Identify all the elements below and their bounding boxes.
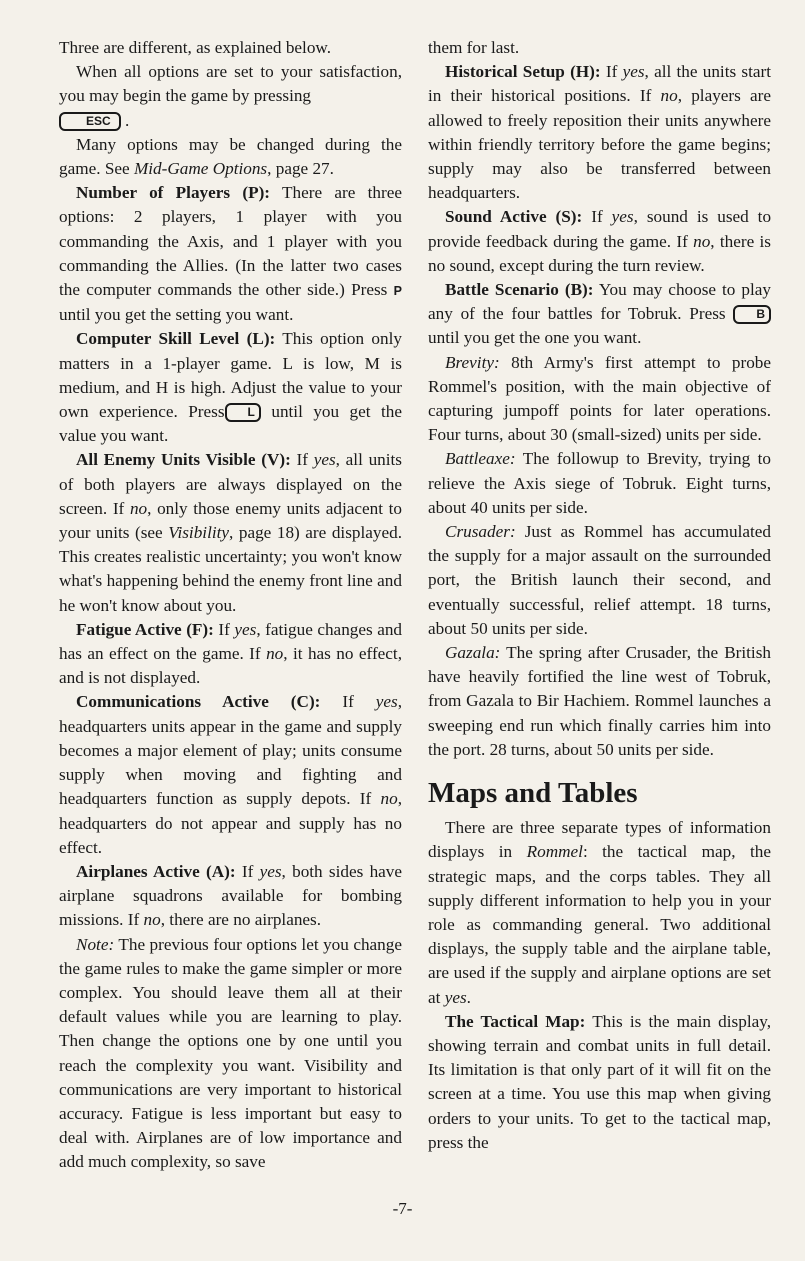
option-text: If <box>342 692 354 712</box>
maps-text: There are three separate types of information displays in <box>428 818 771 862</box>
option-battle-scenario <box>428 278 771 351</box>
note-label: Note: <box>76 934 115 954</box>
option-number-of-players <box>59 181 402 327</box>
option-text: until you get the value you want. <box>59 402 403 446</box>
option-computer-skill <box>59 327 402 448</box>
option-enemy-visible <box>59 448 402 617</box>
option-text: , it has no effect, and is not displayed. <box>59 644 403 688</box>
p-key-icon: P <box>393 284 402 299</box>
paragraph-intro <box>59 36 402 60</box>
option-text: If <box>591 207 603 227</box>
no-text: no <box>129 498 148 518</box>
no-text: no <box>380 789 398 809</box>
option-text: , headquarters units appear in the game and supply becomes a major element of play; units consume supply when moving and fighting and headquarters function as supply depots. If <box>59 692 402 809</box>
option-text: If <box>296 450 308 470</box>
option-airplanes <box>59 860 402 933</box>
left-column <box>59 36 402 1175</box>
option-heading: The Tactical Map: <box>445 1011 586 1031</box>
option-text: , there are no airplanes. <box>160 910 322 930</box>
yes-text: yes <box>622 62 645 82</box>
option-text: , all the units start in their historical positions. If <box>428 62 772 106</box>
visibility-ref: Visibility <box>168 523 230 543</box>
option-historical-setup <box>428 60 771 205</box>
rommel-title: Rommel <box>526 842 583 862</box>
midgame-text: Many options may be changed during the game. See <box>59 134 402 179</box>
scenario-text: 8th Army's first attempt to probe Rommel's position, with the main objective of capturing jumpoff points for later operations. Four turns, about 30 (small-sized) units per side. <box>428 352 772 445</box>
option-fatigue <box>59 618 402 691</box>
option-text: , there is no sound, except during the turn review. <box>428 231 771 275</box>
maps-text: : the tactical map, the strategic maps, and the corps tables. They all supply different information to help you in your role as commanding general. Two additional displays, the supply table and the airplane table, are used if the supply and airplane options are set at <box>428 842 771 1007</box>
midgame-options-ref: Mid-Game Options <box>133 159 268 179</box>
option-heading: Airplanes Active (A): <box>76 861 236 881</box>
paragraph-midgame <box>59 133 402 181</box>
scenario-gazala <box>428 641 771 762</box>
option-text: , all units of both players are always displayed on the screen. If <box>59 450 402 518</box>
scenario-text: Just as Rommel has accumulated the supply for a major assault on the surrounded port, the British launch their second, and eventually successful, relief attempt. 18 turns, about 50 units per side. <box>428 522 771 638</box>
no-text: no <box>693 231 711 251</box>
option-text: , players are allowed to freely reposition their units anywhere within friendly territory before the game begins; supply may also be transferred between headquarters. <box>428 86 771 203</box>
option-heading: Computer Skill Level (L): <box>76 329 276 349</box>
scenario-text: The followup to Brevity, trying to relieve the Axis siege of Tobruk. Eight turns, about 40 units per side. <box>428 449 771 517</box>
option-text: , fatigue changes and has an effect on the game. If <box>59 619 403 664</box>
b-key-icon: B <box>733 305 771 324</box>
section-heading-maps-and-tables: Maps and Tables <box>428 777 638 810</box>
no-text: no <box>660 86 678 106</box>
option-text: There are three options: 2 players, 1 player with you commanding the Axis, and 1 player with you commanding the Allies. (In the latter two cases the computer commands the other side.) Press <box>59 183 402 300</box>
scenario-label: Gazala: <box>445 643 501 663</box>
scenario-battleaxe <box>428 447 771 520</box>
paragraph-maps-intro <box>428 816 771 1010</box>
scenario-label: Battleaxe: <box>445 449 516 469</box>
yes-text: yes <box>375 692 398 712</box>
option-text: until you get the one you want. <box>428 328 642 348</box>
option-text: If <box>605 62 618 82</box>
option-text: If <box>241 861 254 881</box>
option-text: , both sides have airplane squadrons available for bombing missions. If <box>59 861 403 930</box>
page-number: -7- <box>392 1199 413 1218</box>
intro-text: Three are different, as explained below. <box>59 38 332 57</box>
option-text: This option only matters in a 1-player game. L is low, M is medium, and H is high. Adjust the value to your own experience. Press <box>59 329 402 422</box>
midgame-page-ref: , page 27. <box>267 159 334 179</box>
option-text: , sound is used to provide feedback during the game. If <box>428 207 772 251</box>
option-heading: Communications Active (C): <box>76 692 321 712</box>
option-text: You may choose to play any of the four battles for Tobruk. Press <box>428 280 771 324</box>
tactical-map-text: This is the main display, showing terrain and combat units in full detail. Its limitation is that only part of it will fit on the screen at a time. You use this map when giving orders to your units. To get to the tactical map, press the <box>428 1011 771 1152</box>
esc-key-icon: ESC <box>59 112 121 131</box>
paragraph-tactical-map <box>428 1010 771 1155</box>
option-text: If <box>218 619 230 639</box>
scenario-label: Crusader: <box>445 522 516 542</box>
option-text: , page 18) are displayed. This creates realistic uncertainty; you won't know what's happening behind the enemy front line and he won't know about you. <box>59 523 402 615</box>
paragraph-continued <box>428 36 771 60</box>
option-communications <box>59 690 402 859</box>
option-text: , headquarters do not appear and supply has no effect. <box>59 789 402 857</box>
paragraph-begin-game <box>59 60 402 133</box>
begin-game-text: When all options are set to your satisfaction, you may begin the game by pressing <box>59 62 402 106</box>
yes-text: yes <box>259 861 282 881</box>
no-text: no <box>266 644 284 664</box>
option-text: , only those enemy units adjacent to your units (see <box>59 498 403 543</box>
scenario-text: The spring after Crusader, the British have heavily fortified the line west of Tobruk, from Gazala to Bir Hachiem. Rommel launches a sweeping end run which finally carries him into the port. 28 turns, about 50 units per side. <box>428 643 771 759</box>
note-text: The previous four options let you change the game rules to make the game simpler or more complex. You should leave them all at their default values while you are learning to play. Then change the options one by one until you reach the complexity you want. Visibility and communications are very important to historical accuracy. Fatigue is less important but easy to deal with. Airplanes are of low importance and add much complexity, so save <box>59 934 402 1172</box>
yes-text: yes <box>611 207 634 227</box>
right-column <box>428 36 771 1155</box>
option-heading: Battle Scenario (B): <box>445 280 594 300</box>
option-heading: Sound Active (S): <box>445 207 583 227</box>
option-heading: Fatigue Active (F): <box>76 619 214 639</box>
continued-text: them for last. <box>428 38 520 57</box>
paragraph-note <box>59 933 402 1175</box>
option-heading: Historical Setup (H): <box>445 62 601 82</box>
l-key-icon: L <box>225 403 261 422</box>
option-heading: All Enemy Units Visible (V): <box>76 450 291 470</box>
scenario-label: Brevity: <box>445 352 500 372</box>
no-text: no <box>143 910 161 930</box>
yes-text: yes <box>234 619 257 639</box>
scenario-brevity <box>428 351 771 448</box>
maps-text: . <box>466 987 471 1007</box>
yes-text: yes <box>313 450 336 470</box>
option-text: until you get the setting you want. <box>59 305 294 325</box>
yes-text: yes <box>444 987 467 1007</box>
option-sound <box>428 205 771 278</box>
begin-game-end: . <box>124 110 130 130</box>
option-heading: Number of Players (P): <box>76 183 271 203</box>
scenario-crusader <box>428 520 771 641</box>
